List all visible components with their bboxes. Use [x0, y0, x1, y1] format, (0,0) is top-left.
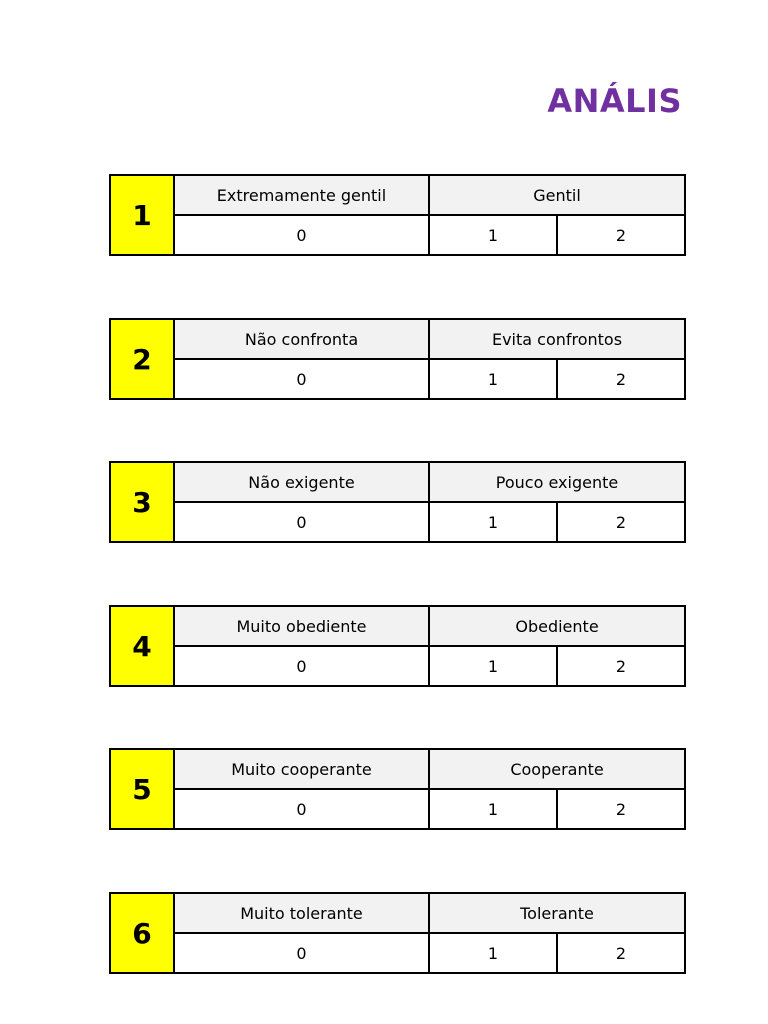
item-number: 5: [110, 749, 174, 829]
scale-table-2: [109, 318, 684, 398]
item-number: 2: [110, 319, 174, 399]
score-0: 0: [174, 789, 429, 829]
label-mid: Gentil: [429, 175, 685, 215]
scale-table-1: [109, 174, 684, 254]
score-1: 1: [429, 359, 557, 399]
scale-table-6: [109, 892, 684, 972]
score-2: 2: [557, 646, 685, 686]
score-1: 1: [429, 646, 557, 686]
score-2: 2: [557, 933, 685, 973]
label-mid: Obediente: [429, 606, 685, 646]
score-1: 1: [429, 789, 557, 829]
item-number: 1: [110, 175, 174, 255]
scale-table-5: [109, 748, 684, 828]
label-mid: Pouco exigente: [429, 462, 685, 502]
label-low: Não exigente: [174, 462, 429, 502]
label-mid: Cooperante: [429, 749, 685, 789]
item-number: 3: [110, 462, 174, 542]
label-low: Extremamente gentil: [174, 175, 429, 215]
page-title: ANÁLIS: [547, 82, 682, 120]
score-0: 0: [174, 502, 429, 542]
score-2: 2: [557, 502, 685, 542]
label-mid: Evita confrontos: [429, 319, 685, 359]
score-0: 0: [174, 215, 429, 255]
score-2: 2: [557, 215, 685, 255]
scale-table-3: [109, 461, 684, 541]
label-low: Não confronta: [174, 319, 429, 359]
score-0: 0: [174, 933, 429, 973]
score-1: 1: [429, 215, 557, 255]
label-low: Muito cooperante: [174, 749, 429, 789]
label-mid: Tolerante: [429, 893, 685, 933]
score-2: 2: [557, 359, 685, 399]
score-1: 1: [429, 502, 557, 542]
item-number: 6: [110, 893, 174, 973]
item-number: 4: [110, 606, 174, 686]
label-low: Muito tolerante: [174, 893, 429, 933]
score-2: 2: [557, 789, 685, 829]
score-0: 0: [174, 359, 429, 399]
label-low: Muito obediente: [174, 606, 429, 646]
score-1: 1: [429, 933, 557, 973]
score-0: 0: [174, 646, 429, 686]
scale-table-4: [109, 605, 684, 685]
